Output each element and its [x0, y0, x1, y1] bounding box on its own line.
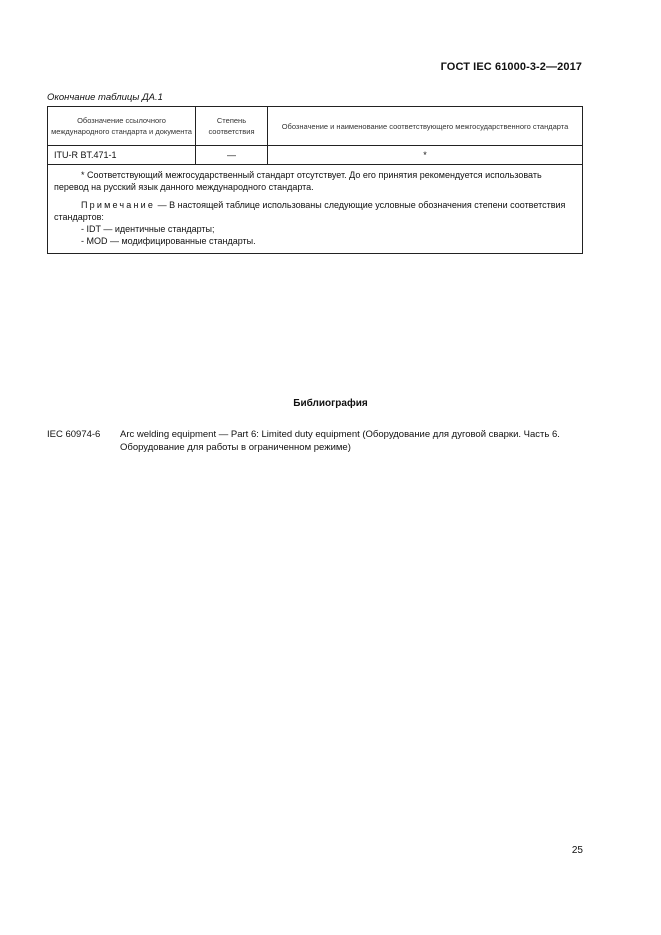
note-text: — В настоящей таблице использованы следующие условные обозначения степени соответствия стандартов:: [54, 200, 566, 222]
note-label: Примечание: [81, 200, 156, 210]
bibliography-code: IEC 60974-6: [47, 429, 101, 440]
table-caption: Окончание таблицы ДА.1: [47, 92, 163, 103]
bibliography-title: Библиография: [293, 398, 368, 409]
table-notes-row: [48, 165, 583, 254]
table-footnote: * Соответствующий межгосударственный стандарт отсутствует. До его принятия рекомендуется использовать перевод на русский язык данного международного стандарта.: [54, 170, 542, 192]
cell-ref: ITU-R BT.471-1: [48, 146, 196, 165]
reference-table: [47, 106, 583, 254]
page-number: 25: [571, 845, 583, 856]
bibliography-text: Arc welding equipment — Part 6: Limited duty equipment (Оборудование для дуговой сварки. Часть 6. Оборудование для работы в ограниченном режиме): [120, 429, 560, 453]
column-header-standard: Обозначение и наименование соответствующего межгосударственного стандарта: [268, 107, 583, 146]
table-header-row: [48, 107, 583, 146]
note-list-item: - IDT — идентичные стандарты;: [81, 224, 215, 234]
column-header-ref: Обозначение ссылочного международного стандарта и документа: [48, 107, 196, 146]
note-list-item: - MOD — модифицированные стандарты.: [81, 236, 256, 246]
notes-cell: [48, 165, 583, 254]
cell-degree: —: [196, 146, 268, 165]
column-header-degree: Степень соответствия: [196, 107, 268, 146]
document-code: ГОСТ IEC 61000-3-2—2017: [440, 61, 582, 73]
table-row: [48, 146, 583, 165]
cell-standard: *: [268, 146, 583, 165]
table-note: [54, 199, 572, 223]
